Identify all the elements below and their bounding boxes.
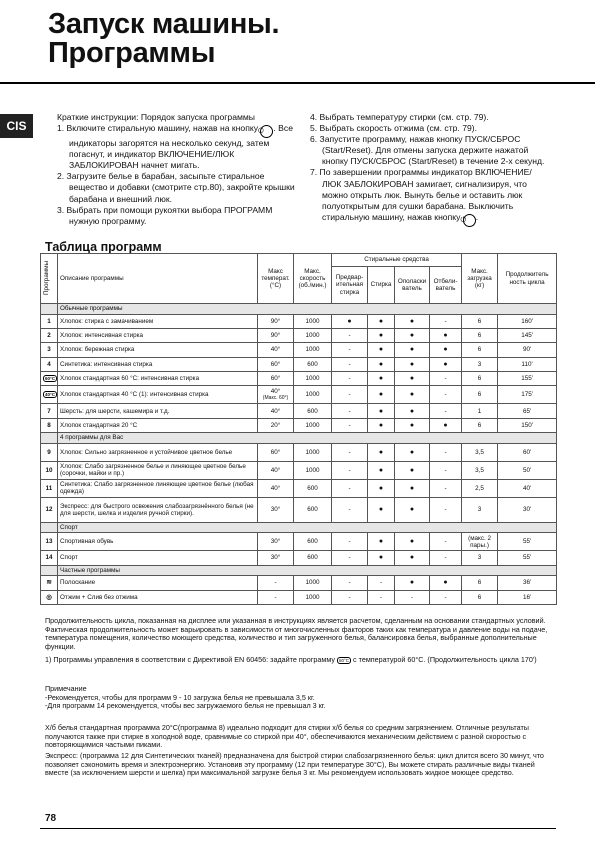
group-spacer bbox=[41, 304, 58, 315]
cell-load: 6 bbox=[462, 386, 498, 404]
cell-desc: Экспресс: для быстрого освежения слабозагрязнённого белья (не для шерсти, шелка и изделия ручной стирки). bbox=[58, 497, 258, 522]
cell-load: 6 bbox=[462, 418, 498, 432]
express-note: Экспресс: (программа 12 для Синтетических тканей) предназначена для быстрой стирки слабозагрязненного белья: цикл длится всего 30 минут, что позволяет сэкономить время и электроэнергию. Установив эту программу (12 при температуре 30°С), Вы можете стирать различные виды тканей вместе (за исключением шерсти и шелка) при максимальной загрузке белья 3 кг. Мы рекомендуем использовать жидкое моющее средство. bbox=[45, 751, 544, 777]
cell-rinse: ● bbox=[395, 372, 430, 386]
cell-num: 11 bbox=[41, 479, 58, 497]
cell-num: 14 bbox=[41, 551, 58, 565]
cell-wash: ● bbox=[368, 443, 395, 461]
cell-bleach: - bbox=[430, 551, 462, 565]
cell-temp bbox=[258, 386, 294, 404]
language-tab: CIS bbox=[0, 114, 33, 138]
cell-temp: - bbox=[258, 576, 294, 590]
cell-pre: - bbox=[332, 386, 368, 404]
step-3: 3. Выбрать при помощи рукоятки выбора ПРОГРАММ нужную программу. bbox=[57, 204, 273, 226]
cell-time: 65' bbox=[498, 404, 557, 418]
table-row bbox=[41, 386, 557, 404]
cell-load: 6 bbox=[462, 590, 498, 604]
cell-bleach: - bbox=[430, 479, 462, 497]
step-2: 2. Загрузите белье в барабан, засыпьте стиральное вещество и добавки (смотрите стр.80), закройте крышки барабана и внешний люк. bbox=[57, 171, 295, 204]
temp-max-note: (Макс. 60°) bbox=[262, 394, 289, 401]
cell-pre: - bbox=[332, 590, 368, 604]
cell-temp: 90° bbox=[258, 314, 294, 328]
cell-desc: Хлопок: Слабо загрязненное белье и линяющее цветное белье (сорочки, майки и пр.) bbox=[58, 461, 258, 479]
note-line-2: -Для программ 14 рекомендуется, чтобы вес загружаемого белья не превышал 3 кг. bbox=[45, 701, 326, 710]
cell-temp: 40° bbox=[258, 461, 294, 479]
cell-pre: - bbox=[332, 497, 368, 522]
cell-temp: 40° bbox=[258, 479, 294, 497]
cell-load: (макс. 2 пары.) bbox=[462, 533, 498, 551]
table-row bbox=[41, 314, 557, 328]
header-bleach: Отбели- ватель bbox=[430, 267, 462, 304]
cell-speed: 1000 bbox=[294, 576, 332, 590]
cell-speed: 1000 bbox=[294, 386, 332, 404]
table-row bbox=[41, 461, 557, 479]
note-block bbox=[45, 685, 555, 711]
instructions-right bbox=[310, 112, 553, 227]
cell-load: 3,5 bbox=[462, 461, 498, 479]
header-detergents: Стиральные средства bbox=[332, 254, 462, 267]
cell-desc: Хлопок стандартная 40 °С (1): интенсивная стирка bbox=[58, 386, 258, 404]
cell-time: 55' bbox=[498, 551, 557, 565]
cell-wash: - bbox=[368, 576, 395, 590]
cell-speed: 600 bbox=[294, 404, 332, 418]
step-7: 7. По завершении программы индикатор ВКЛЮЧЕНИЕ/ ЛЮК ЗАБЛОКИРОВАН замигает, сигнализируя, что можно открыть люк. Вынуть белье и оставить люк полуоткрытым для сушки барабана. Выключить стиральную машину, нажав кнопку ⏻ . bbox=[310, 167, 553, 226]
cell-bleach: ● bbox=[430, 343, 462, 357]
step-1: 1. Включите стиральную машину, нажав на кнопку ⏻ . Все индикаторы загорятся на несколько секунд, затем погаснут, и индикатор ВКЛЮЧЕНИЕ/ЛЮК ЗАБЛОКИРОВАН начнет мигать. bbox=[57, 123, 293, 171]
cell-load: 6 bbox=[462, 576, 498, 590]
cell-temp: 30° bbox=[258, 497, 294, 522]
table-row bbox=[41, 590, 557, 604]
cell-temp: 20° bbox=[258, 418, 294, 432]
cell-bleach: - bbox=[430, 497, 462, 522]
cell-pre: - bbox=[332, 479, 368, 497]
cell-temp: 30° bbox=[258, 551, 294, 565]
cell-temp: - bbox=[258, 590, 294, 604]
cell-pre: - bbox=[332, 372, 368, 386]
cell-speed: 1000 bbox=[294, 461, 332, 479]
cell-pre: - bbox=[332, 343, 368, 357]
cell-speed: 600 bbox=[294, 533, 332, 551]
cell-load: 3 bbox=[462, 551, 498, 565]
cycle-60-icon: 60°C bbox=[45, 376, 56, 382]
cell-speed: 600 bbox=[294, 497, 332, 522]
header-max-load: Макс. загрузка (кг) bbox=[462, 254, 498, 304]
group-label: 4 программы для Вас bbox=[58, 433, 557, 444]
cell-bleach: ● bbox=[430, 576, 462, 590]
cell-pre: ● bbox=[332, 314, 368, 328]
group-spacer bbox=[41, 522, 58, 533]
cell-speed: 1000 bbox=[294, 590, 332, 604]
footer-rule bbox=[40, 828, 556, 829]
cell-num bbox=[41, 576, 58, 590]
step-5: 5. Выбрать скорость отжима (см. стр. 79). bbox=[310, 123, 478, 134]
cell-time: 175' bbox=[498, 386, 557, 404]
cell-desc: Хлопок: стирка с замачиванием bbox=[58, 314, 258, 328]
table-row bbox=[41, 479, 557, 497]
cell-pre: - bbox=[332, 357, 368, 371]
cell-pre: - bbox=[332, 328, 368, 342]
header-max-temp: Макс температ. (°С) bbox=[258, 254, 294, 304]
cell-wash: ● bbox=[368, 479, 395, 497]
title-line-1: Запуск машины. bbox=[48, 8, 280, 40]
rinse-icon: ≋ bbox=[46, 579, 52, 587]
cell-desc: Спортивная обувь bbox=[58, 533, 258, 551]
cell-desc: Синтетика: интенсивная стирка bbox=[58, 357, 258, 371]
cell-bleach: - bbox=[430, 443, 462, 461]
cell-load: 6 bbox=[462, 314, 498, 328]
group-label: Обычные программы bbox=[58, 304, 557, 315]
cell-temp: 40° bbox=[258, 404, 294, 418]
cell-desc: Хлопок: Сильно загрязненное и устойчивое цветное белье bbox=[58, 443, 258, 461]
cell-desc: Полоскание bbox=[58, 576, 258, 590]
cell-bleach: - bbox=[430, 533, 462, 551]
table-row bbox=[41, 418, 557, 432]
group-header bbox=[41, 565, 557, 576]
cotton-20-note: Х/б белья стандартная программа 20°С(программа 8) идеально подходит для стирки х/б белья со средним загрязнением. Отличные результаты получаются также при стирке в холодной воде, сравнимые со стиркой при 40°, обеспечиваются механическим действием с разной скоростью с повторяющимися частыми пиками. bbox=[45, 723, 529, 749]
cell-wash: ● bbox=[368, 372, 395, 386]
cell-wash: ● bbox=[368, 533, 395, 551]
cell-wash: ● bbox=[368, 404, 395, 418]
cell-num: 8 bbox=[41, 418, 58, 432]
table-row bbox=[41, 343, 557, 357]
cell-rinse: ● bbox=[395, 479, 430, 497]
header-max-speed: Макс. скорость (об./мин.) bbox=[294, 254, 332, 304]
power-icon: ⏻ bbox=[260, 125, 273, 138]
table-row bbox=[41, 372, 557, 386]
cell-rinse: ● bbox=[395, 404, 430, 418]
table-row bbox=[41, 443, 557, 461]
cell-num: 3 bbox=[41, 343, 58, 357]
cell-num: 13 bbox=[41, 533, 58, 551]
cell-time: 36' bbox=[498, 576, 557, 590]
cell-load: 6 bbox=[462, 343, 498, 357]
cell-num: 12 bbox=[41, 497, 58, 522]
group-header bbox=[41, 433, 557, 444]
group-label: Частные программы bbox=[58, 565, 557, 576]
cell-temp: 90° bbox=[258, 328, 294, 342]
duration-note: Продолжительность цикла, показанная на дисплее или указанная в инструкциях является расчетом, сделанным на основании стандартных условий. Фактическая продолжительность может варьировать в зависимости от многочисленных факторов таких как температура и давление воды на подаче, температура помещения, количество моющего средства, количество и тип загруженного белья, балансировка белья, выбранные дополнительные функции. bbox=[45, 616, 548, 651]
instructions-left bbox=[57, 112, 299, 227]
cell-time: 145' bbox=[498, 328, 557, 342]
cell-time: 50' bbox=[498, 461, 557, 479]
cell-pre: - bbox=[332, 551, 368, 565]
cell-wash: - bbox=[368, 590, 395, 604]
cell-rinse: ● bbox=[395, 461, 430, 479]
cell-num: 10 bbox=[41, 461, 58, 479]
cell-temp: 60° bbox=[258, 443, 294, 461]
group-header bbox=[41, 522, 557, 533]
spin-icon: ◎ bbox=[46, 593, 52, 601]
cell-num: 7 bbox=[41, 404, 58, 418]
cell-desc: Спорт bbox=[58, 551, 258, 565]
cell-speed: 1000 bbox=[294, 314, 332, 328]
table-row bbox=[41, 576, 557, 590]
cell-temp: 60° bbox=[258, 357, 294, 371]
cell-num bbox=[41, 590, 58, 604]
note-heading: Примечание bbox=[45, 684, 87, 693]
cell-speed: 1000 bbox=[294, 343, 332, 357]
cell-bleach: - bbox=[430, 590, 462, 604]
table-title: Таблица программ bbox=[45, 240, 162, 254]
cell-wash: ● bbox=[368, 418, 395, 432]
cell-wash: ● bbox=[368, 314, 395, 328]
group-spacer bbox=[41, 433, 58, 444]
cell-load: 3 bbox=[462, 357, 498, 371]
page-title bbox=[48, 10, 279, 68]
temp-value: 40° bbox=[270, 387, 281, 395]
cell-rinse: ● bbox=[395, 357, 430, 371]
table-row bbox=[41, 533, 557, 551]
cell-load: 6 bbox=[462, 328, 498, 342]
header-duration: Продолжитель ность цикла bbox=[498, 254, 557, 304]
header-prewash: Предвар- ительная стирка bbox=[332, 267, 368, 304]
cell-load: 2,5 bbox=[462, 479, 498, 497]
cell-time: 155' bbox=[498, 372, 557, 386]
step-6: 6. Запустите программу, нажав кнопку ПУСК/СБРОС (Start/Reset). Для отмены запуска держите нажатой кнопку ПУСК/СБРОС (Start/Reset) в течение 2-х секунд. bbox=[310, 134, 545, 167]
cell-temp: 30° bbox=[258, 533, 294, 551]
page-number: 78 bbox=[45, 813, 57, 824]
table-row bbox=[41, 497, 557, 522]
table-row bbox=[41, 328, 557, 342]
cell-time: 160' bbox=[498, 314, 557, 328]
cell-time: 60' bbox=[498, 443, 557, 461]
cell-rinse: ● bbox=[395, 576, 430, 590]
cell-load: 1 bbox=[462, 404, 498, 418]
cell-wash: ● bbox=[368, 461, 395, 479]
cell-bleach: - bbox=[430, 386, 462, 404]
cell-desc: Хлопок: бережная стирка bbox=[58, 343, 258, 357]
cell-pre: - bbox=[332, 443, 368, 461]
cell-wash: ● bbox=[368, 343, 395, 357]
cell-wash: ● bbox=[368, 386, 395, 404]
cell-num: 4 bbox=[41, 357, 58, 371]
cell-wash: ● bbox=[368, 551, 395, 565]
cell-bleach: - bbox=[430, 404, 462, 418]
cell-desc: Хлопок: интенсивная стирка bbox=[58, 328, 258, 342]
cell-desc: Синтетика: Слабо загрязненное линяющее цветное белье (любая одежда) bbox=[58, 479, 258, 497]
cell-bleach: - bbox=[430, 314, 462, 328]
cell-num: 9 bbox=[41, 443, 58, 461]
cell-time: 30' bbox=[498, 497, 557, 522]
cell-desc: Хлопок стандартная 20 °С bbox=[58, 418, 258, 432]
cell-speed: 1000 bbox=[294, 328, 332, 342]
cell-rinse: ● bbox=[395, 533, 430, 551]
cell-time: 110' bbox=[498, 357, 557, 371]
title-rule bbox=[0, 82, 595, 84]
cell-load: 6 bbox=[462, 372, 498, 386]
table-row bbox=[41, 357, 557, 371]
cell-num bbox=[41, 372, 58, 386]
header-description: Описание программы bbox=[58, 254, 258, 304]
cell-wash: ● bbox=[368, 357, 395, 371]
cell-pre: - bbox=[332, 418, 368, 432]
cell-rinse: ● bbox=[395, 314, 430, 328]
cell-wash: ● bbox=[368, 497, 395, 522]
table-row bbox=[41, 551, 557, 565]
cell-speed: 1000 bbox=[294, 443, 332, 461]
group-header bbox=[41, 304, 557, 315]
cell-pre: - bbox=[332, 576, 368, 590]
cell-desc: Хлопок стандартная 60 °С: интенсивная стирка bbox=[58, 372, 258, 386]
cell-bleach: - bbox=[430, 372, 462, 386]
cell-time: 150' bbox=[498, 418, 557, 432]
cell-pre: - bbox=[332, 461, 368, 479]
cell-time: 90' bbox=[498, 343, 557, 357]
cell-bleach: ● bbox=[430, 357, 462, 371]
cell-desc: Отжим + Слив без отжима bbox=[58, 590, 258, 604]
header-rinse-aid: Ополаски ватель bbox=[395, 267, 430, 304]
cell-rinse: ● bbox=[395, 418, 430, 432]
cell-rinse: ● bbox=[395, 328, 430, 342]
cell-wash: ● bbox=[368, 328, 395, 342]
cell-rinse: - bbox=[395, 590, 430, 604]
cell-desc: Шерсть: для шерсти, кашемира и т.д. bbox=[58, 404, 258, 418]
table-row bbox=[41, 404, 557, 418]
cell-temp: 40° bbox=[258, 343, 294, 357]
cycle-40-icon: 40°C bbox=[45, 392, 56, 398]
cell-bleach: - bbox=[430, 461, 462, 479]
cell-time: 55' bbox=[498, 533, 557, 551]
cell-rinse: ● bbox=[395, 443, 430, 461]
cell-time: 40' bbox=[498, 479, 557, 497]
cell-speed: 600 bbox=[294, 479, 332, 497]
step-4: 4. Выбрать температуру стирки (см. стр. 79). bbox=[310, 112, 489, 122]
title-line-2: Программы bbox=[48, 37, 216, 69]
programs-table bbox=[40, 253, 557, 605]
cell-num: 1 bbox=[41, 314, 58, 328]
note-line-1: -Рекомендуется, чтобы для программ 9 - 10 загрузка белья не превышала 3,5 кг. bbox=[45, 692, 315, 702]
power-icon: ⏻ bbox=[463, 214, 476, 227]
cell-speed: 1000 bbox=[294, 372, 332, 386]
cell-speed: 1000 bbox=[294, 418, 332, 432]
cell-rinse: ● bbox=[395, 343, 430, 357]
programs-body bbox=[41, 304, 557, 605]
instructions-heading: Краткие инструкции: Порядок запуска программы bbox=[57, 112, 255, 122]
header-programs: Программы bbox=[41, 254, 58, 304]
cell-time: 16' bbox=[498, 590, 557, 604]
cell-temp: 60° bbox=[258, 372, 294, 386]
cycle-60-icon: 60°C bbox=[338, 657, 350, 663]
cell-bleach: ● bbox=[430, 328, 462, 342]
cell-num bbox=[41, 386, 58, 404]
cell-load: 3 bbox=[462, 497, 498, 522]
footnote-1: 1) Программы управления в соответствии с Директивой EN 60456: задайте программу 60°C с температурой 60°С. (Продолжительность цикла 170') bbox=[45, 655, 537, 664]
cell-rinse: ● bbox=[395, 497, 430, 522]
cell-load: 3,5 bbox=[462, 443, 498, 461]
cell-pre: - bbox=[332, 404, 368, 418]
cell-num: 2 bbox=[41, 328, 58, 342]
cell-pre: - bbox=[332, 533, 368, 551]
cell-rinse: ● bbox=[395, 551, 430, 565]
cell-rinse: ● bbox=[395, 386, 430, 404]
cell-speed: 600 bbox=[294, 551, 332, 565]
header-wash: Стирка bbox=[368, 267, 395, 304]
cell-bleach: ● bbox=[430, 418, 462, 432]
group-label: Спорт bbox=[58, 522, 557, 533]
cell-speed: 600 bbox=[294, 357, 332, 371]
group-spacer bbox=[41, 565, 58, 576]
